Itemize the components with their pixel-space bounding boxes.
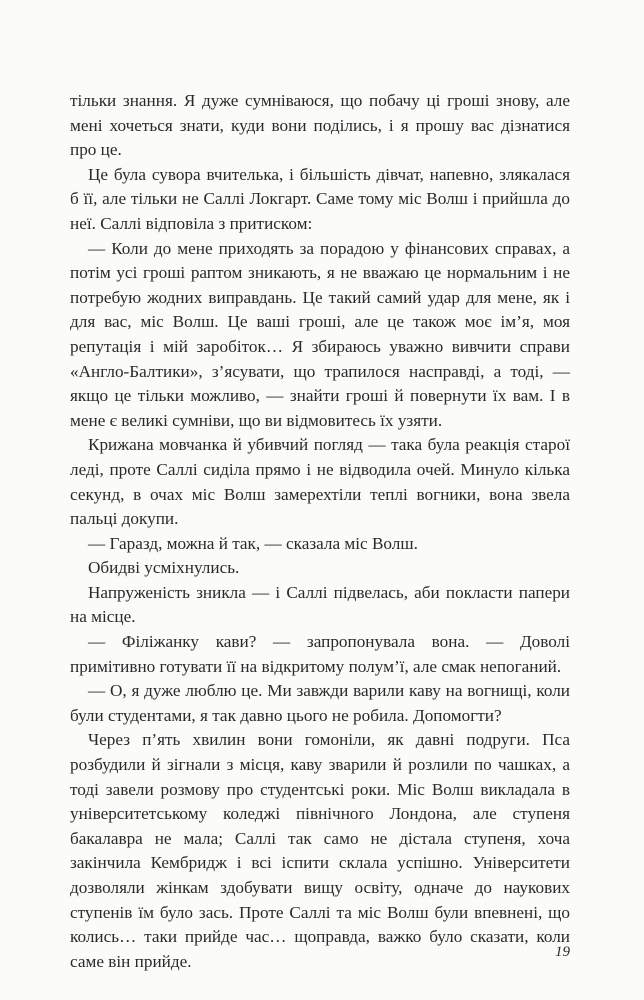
paragraph: — Гаразд, можна й так, — сказала міс Волш. [88, 533, 418, 553]
paragraph: Через п’ять хвилин вони гомоніли, як давні подруги. Пса розбудили й зігнали з місця, каву зварили й розлили по чашках, а тоді завели розмову про студентські роки. Міс Волш викладала в університетському коледжі північного Лондона, але ступеня бакалавра не мала; Саллі так само не дістала ступеня, хоча закінчила Кембридж і всі іспити склала успішно. Університети дозволяли жінкам здобувати вищу освіту, одначе до наукових ступенів їм було зась. Проте Саллі та міс Волш були впевнені, що колись… таки прийде час… щоправда, важко було сказати, коли саме він прийде. [70, 730, 570, 971]
paragraph: — О, я дуже люблю це. Ми завжди варили каву на вогнищі, коли були студентами, я так давно цього не робила. Допомогти? [70, 681, 570, 725]
paragraph: Це була сувора вчителька, і більшість дівчат, напевно, злякалася б її, але тільки не Саллі Локгарт. Саме тому міс Волш і прийшла до неї. Саллі відповіла з притиском: [70, 164, 570, 233]
paragraph: Обидві усміхнулись. [88, 558, 240, 578]
paragraph: Напруженість зникла — і Саллі підвелась, аби покласти папери на місце. [70, 582, 570, 627]
paragraph: Крижана мовчанка й убивчий погляд — така була реакція старої леді, проте Саллі сиділа прямо і не відводила очей. Минуло кілька секунд, в очах міс Волш замерехтіли теплі вогники, вона звела пальці докупи. [70, 435, 570, 529]
body-text [70, 89, 570, 974]
page-number: 19 [555, 944, 570, 960]
paragraph: тільки знання. Я дуже сумніваюся, що побачу ці гроші знову, але мені хочеться знати, куди вони поділись, і я прошу вас дізнатися про це. [70, 91, 570, 160]
paragraph: — Коли до мене приходять за порадою у фінансових справах, а потім усі гроші раптом зникають, я не вважаю це нормальним і не потребую жодних виправдань. Це такий самий удар для мене, як і для вас, міс Волш. Це ваші гроші, але це також моє ім’я, моя репутація і мій заробіток… Я збираюсь уважно вивчити справи «Англо-Балтики», з’ясувати, що трапилося насправді, а тоді, — якщо це тільки можливо, — знайти гроші й повернути їх вам. І в мене є великі сумніви, що ви відмовитесь їх узяти. [70, 238, 570, 430]
paragraph: — Філіжанку кави? — запропонувала вона. — Доволі примітивно готувати її на відкритому полум’ї, але смак непоганий. [70, 632, 570, 676]
